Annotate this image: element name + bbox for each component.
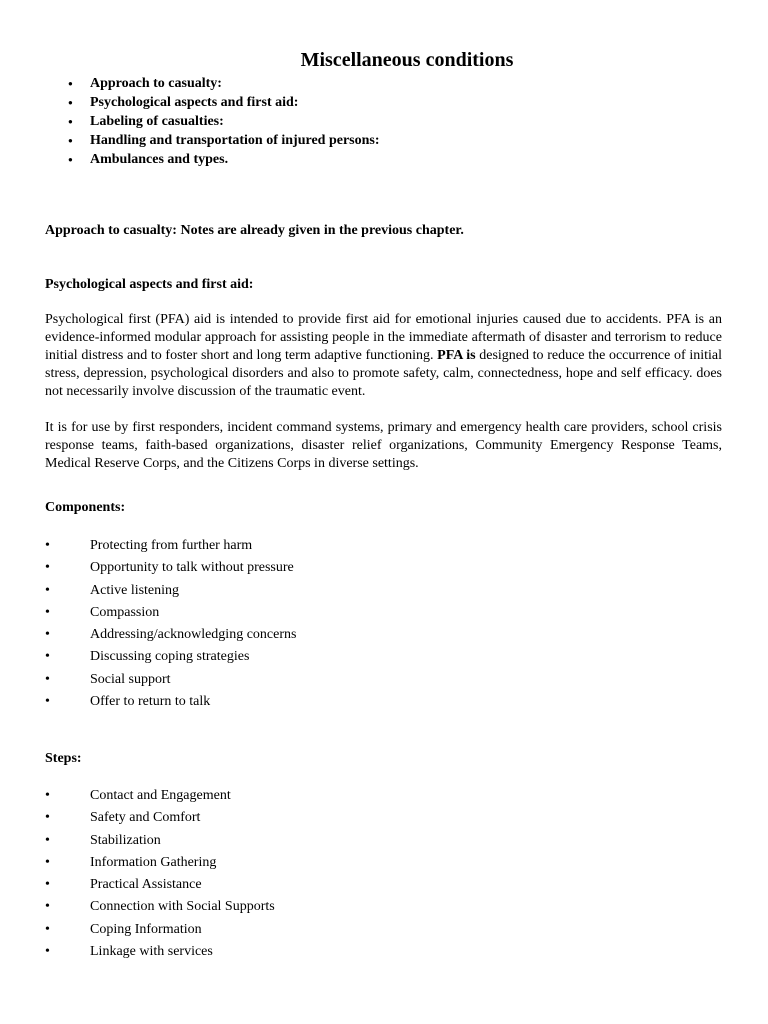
list-item: • Practical Assistance bbox=[45, 874, 275, 896]
steps-heading: Steps: bbox=[45, 751, 82, 766]
steps-list bbox=[45, 785, 275, 963]
list-item: • Connection with Social Supports bbox=[45, 896, 275, 918]
list-item: • Stabilization bbox=[45, 830, 275, 852]
components-heading: Components: bbox=[45, 500, 126, 515]
list-item: • Information Gathering bbox=[45, 852, 275, 874]
list-item: • Linkage with services bbox=[45, 941, 275, 963]
list-item: • Compassion bbox=[45, 602, 296, 624]
list-item: • Addressing/acknowledging concerns bbox=[45, 624, 296, 646]
page-title: Miscellaneous conditions bbox=[300, 49, 514, 71]
list-item: • Protecting from further harm bbox=[45, 535, 296, 557]
topic-item: ● Ambulances and types. bbox=[68, 150, 380, 169]
components-list bbox=[45, 535, 296, 713]
list-item: • Discussing coping strategies bbox=[45, 646, 296, 668]
psych-heading: Psychological aspects and first aid: bbox=[45, 277, 254, 292]
topic-list bbox=[68, 74, 380, 169]
topic-item: ● Handling and transportation of injured persons: bbox=[68, 131, 380, 150]
topic-item: ● Psychological aspects and first aid: bbox=[68, 93, 380, 112]
topic-item: ● Labeling of casualties: bbox=[68, 112, 380, 131]
list-item: • Coping Information bbox=[45, 919, 275, 941]
topic-item: ● Approach to casualty: bbox=[68, 74, 380, 93]
usage-paragraph: It is for use by first responders, incident command systems, primary and emergency health care providers, school crisis response teams, faith-based organizations, disaster relief organizations, Community Emergency Response Teams, Medical Reserve Corps, and the Citizens Corps in diverse settings. bbox=[45, 420, 722, 471]
list-item: • Contact and Engagement bbox=[45, 785, 275, 807]
list-item: • Social support bbox=[45, 669, 296, 691]
pfa-paragraph-text-b: designed to reduce the occurrence of initial stress, depression, psychological disorders and also to promote safety, calm, connectedness, hope and self efficacy. does not necessarily involve discussion of the traumatic event. bbox=[45, 347, 722, 399]
list-item: • Safety and Comfort bbox=[45, 807, 275, 829]
list-item: • Offer to return to talk bbox=[45, 691, 296, 713]
list-item: • Opportunity to talk without pressure bbox=[45, 557, 296, 579]
pfa-emphasis: PFA is bbox=[437, 347, 476, 363]
pfa-paragraph-text-a: Psychological first (PFA) aid is intended to provide first aid for emotional injuries caused due to accidents. PFA is an evidence-informed modular approach for assisting people in the immediate aftermath of disaster and terrorism to reduce initial distress and to foster short and long term adaptive functioning. bbox=[45, 312, 722, 363]
pfa-paragraph bbox=[45, 311, 722, 401]
approach-note: Approach to casualty: Notes are already given in the previous chapter. bbox=[45, 223, 464, 238]
list-item: • Active listening bbox=[45, 580, 296, 602]
